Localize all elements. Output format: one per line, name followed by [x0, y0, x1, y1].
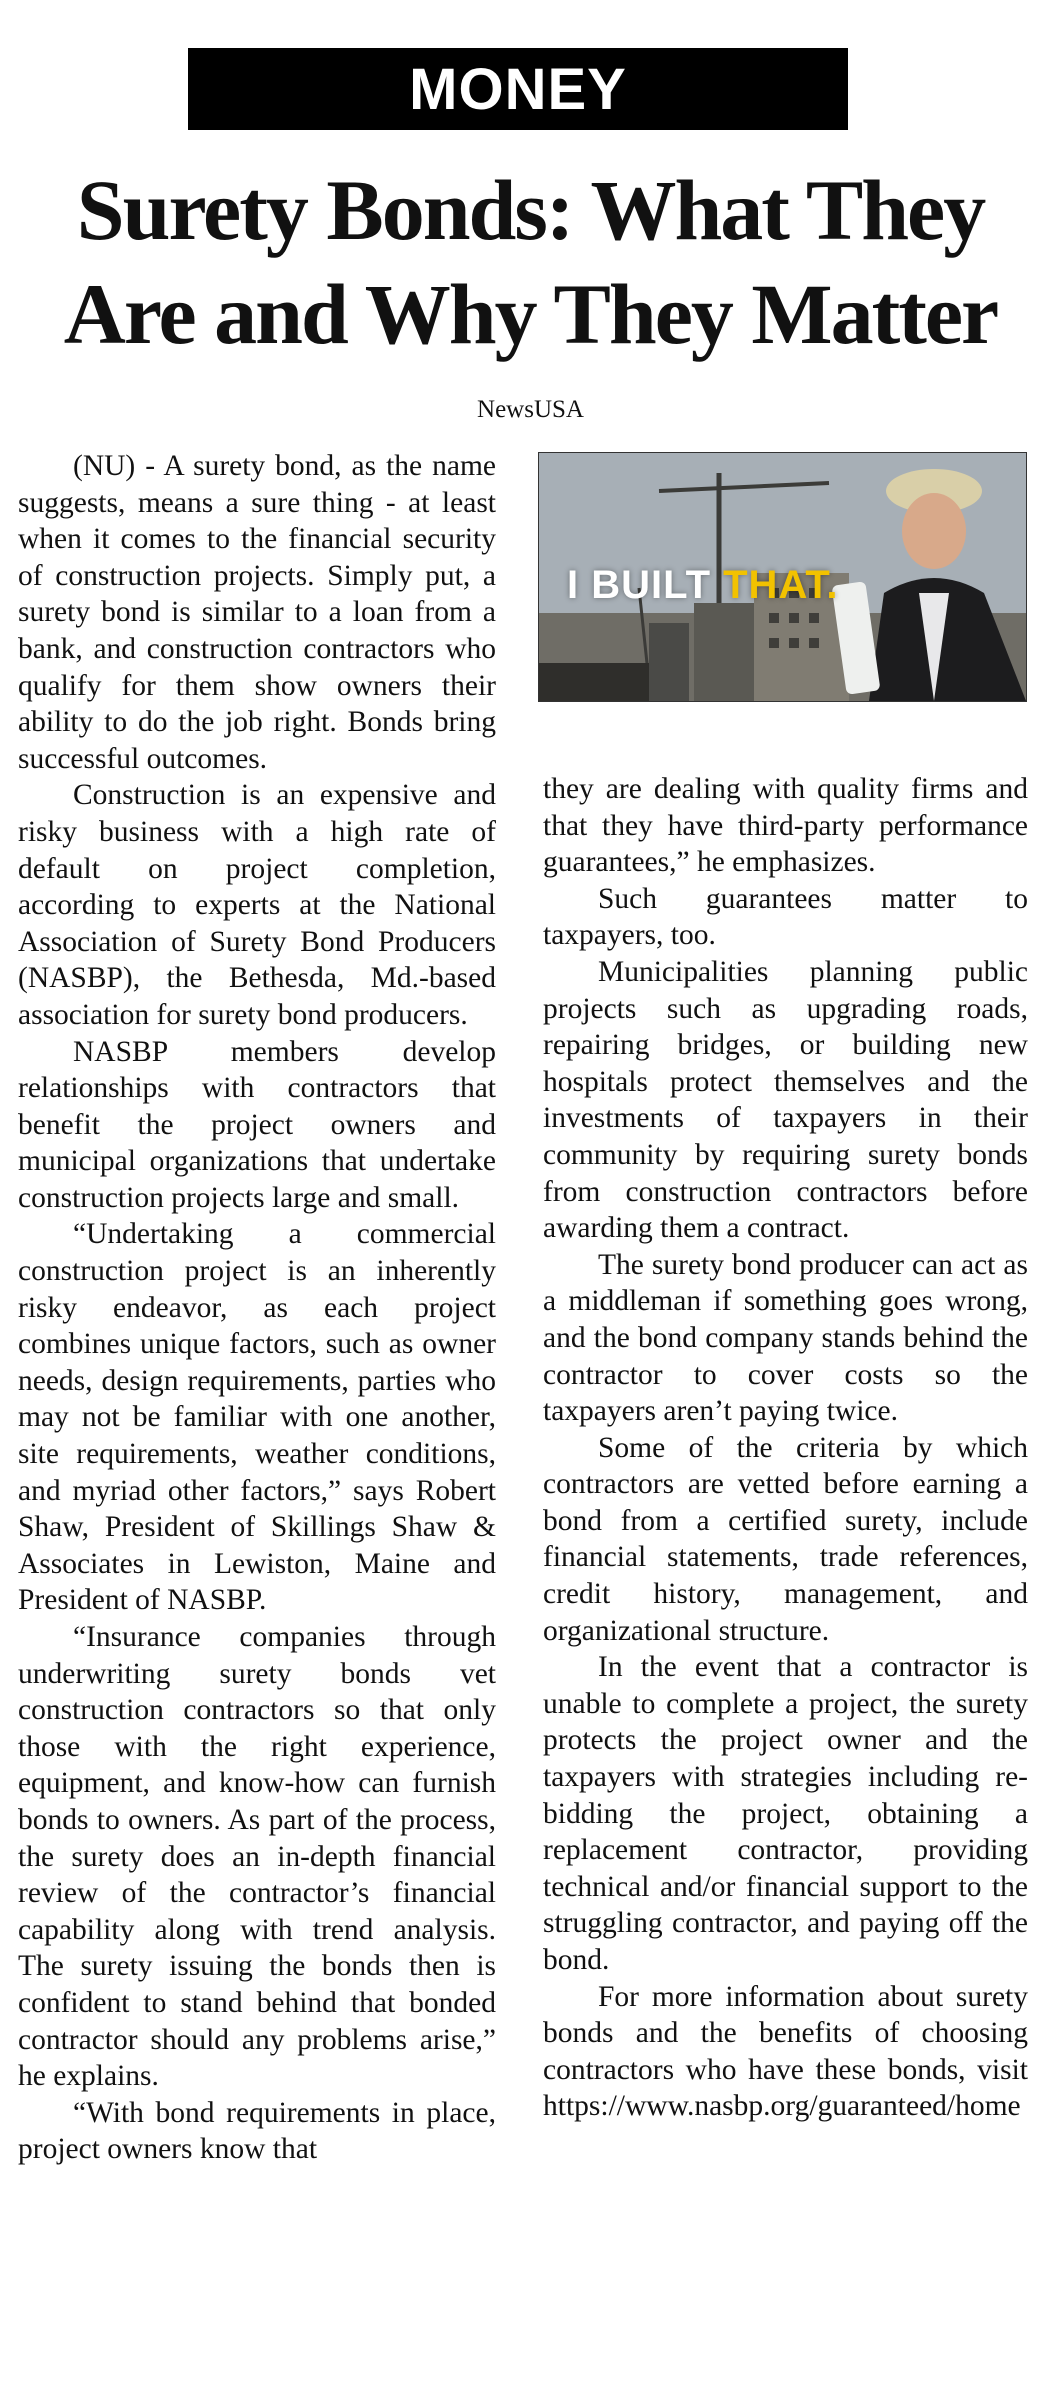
paragraph: In the event that a contractor is unable to complete a project, the surety protects the project owner and the taxpayers with strategies including re-bidding the project, obtaining a replacement contractor, providing technical and/or financial support to the struggling contractor, and paying off the bond. — [543, 1651, 1028, 1976]
paragraph: Such guarantees matter to taxpayers, too. — [543, 882, 1028, 952]
paragraph: Some of the criteria by which contractors are vetted before earning a bond from a certified surety, include financial statements, trade references, credit history, management, and organizational structure. — [543, 1431, 1028, 1647]
headline-line-2: Are and Why They Matter — [63, 266, 998, 362]
headline-line-1: Surety Bonds: What They — [76, 162, 985, 258]
article-photo — [538, 452, 1027, 702]
paragraph: (NU) - A surety bond, as the name suggests, means a sure thing - at least when it comes to the financial security of construction projects. Simply put, a surety bond is similar to a loan from a bank, and construction contractors who qualify for them show owners their ability to do the job right. Bonds bring successful outcomes. — [18, 450, 496, 775]
paragraph: “Undertaking a commercial construction project is an inherently risky endeavor, as each project combines unique factors, such as owner needs, design requirements, parties who may not be familiar with one another, site requirements, weather conditions, and myriad other factors,” says Robert Shaw, President of Skillings Shaw & Associates in Lewiston, Maine and President of NASBP. — [18, 1218, 496, 1617]
photo-caption-white: I BUILT — [567, 563, 724, 607]
paragraph: NASBP members develop relationships with contractors that benefit the project owners and municipal organizations that undertake construction projects large and small. — [18, 1035, 496, 1214]
headline — [0, 158, 1061, 366]
paragraph: “Insurance companies through underwriting surety bonds vet construction contractors so that only those with the right experience, equipment, and know-how can furnish bonds to owners. As part of the process, the surety does an in-depth financial review of the contractor’s financial capability along with trend analysis. The surety issuing the bonds then is confident to stand behind that bonded contractor should any problems arise,” he explains. — [18, 1621, 496, 2093]
paragraph: For more information about surety bonds and the benefits of choosing contractors who have these bonds, visit https://www.nasbp.org/guaranteed/home — [543, 1980, 1028, 2123]
photo-caption — [567, 563, 838, 608]
article-column-right — [543, 771, 1028, 2125]
paragraph: The surety bond producer can act as a middleman if something goes wrong, and the bond company stands behind the contractor to cover costs so the taxpayers aren’t paying twice. — [543, 1248, 1028, 1428]
paragraph: Municipalities planning public projects such as upgrading roads, repairing bridges, or building new hospitals protect themselves and the investments of taxpayers in their community by requiring surety bonds from construction contractors before awarding them a contract. — [543, 955, 1028, 1245]
paragraph: they are dealing with quality firms and that they have third-party performance guarantees,” he emphasizes. — [543, 773, 1028, 879]
section-banner: MONEY — [188, 48, 848, 130]
article-column-left — [18, 448, 496, 2168]
photo-caption-yellow: THAT. — [723, 563, 839, 607]
byline: NewsUSA — [477, 396, 584, 423]
paragraph: “With bond requirements in place, project owners know that — [18, 2096, 496, 2166]
paragraph: Construction is an expensive and risky business with a high rate of default on project completion, according to experts at the National Association of Surety Bond Producers (NASBP), the Bethesda, Md.-based association for surety bond producers. — [18, 779, 496, 1031]
